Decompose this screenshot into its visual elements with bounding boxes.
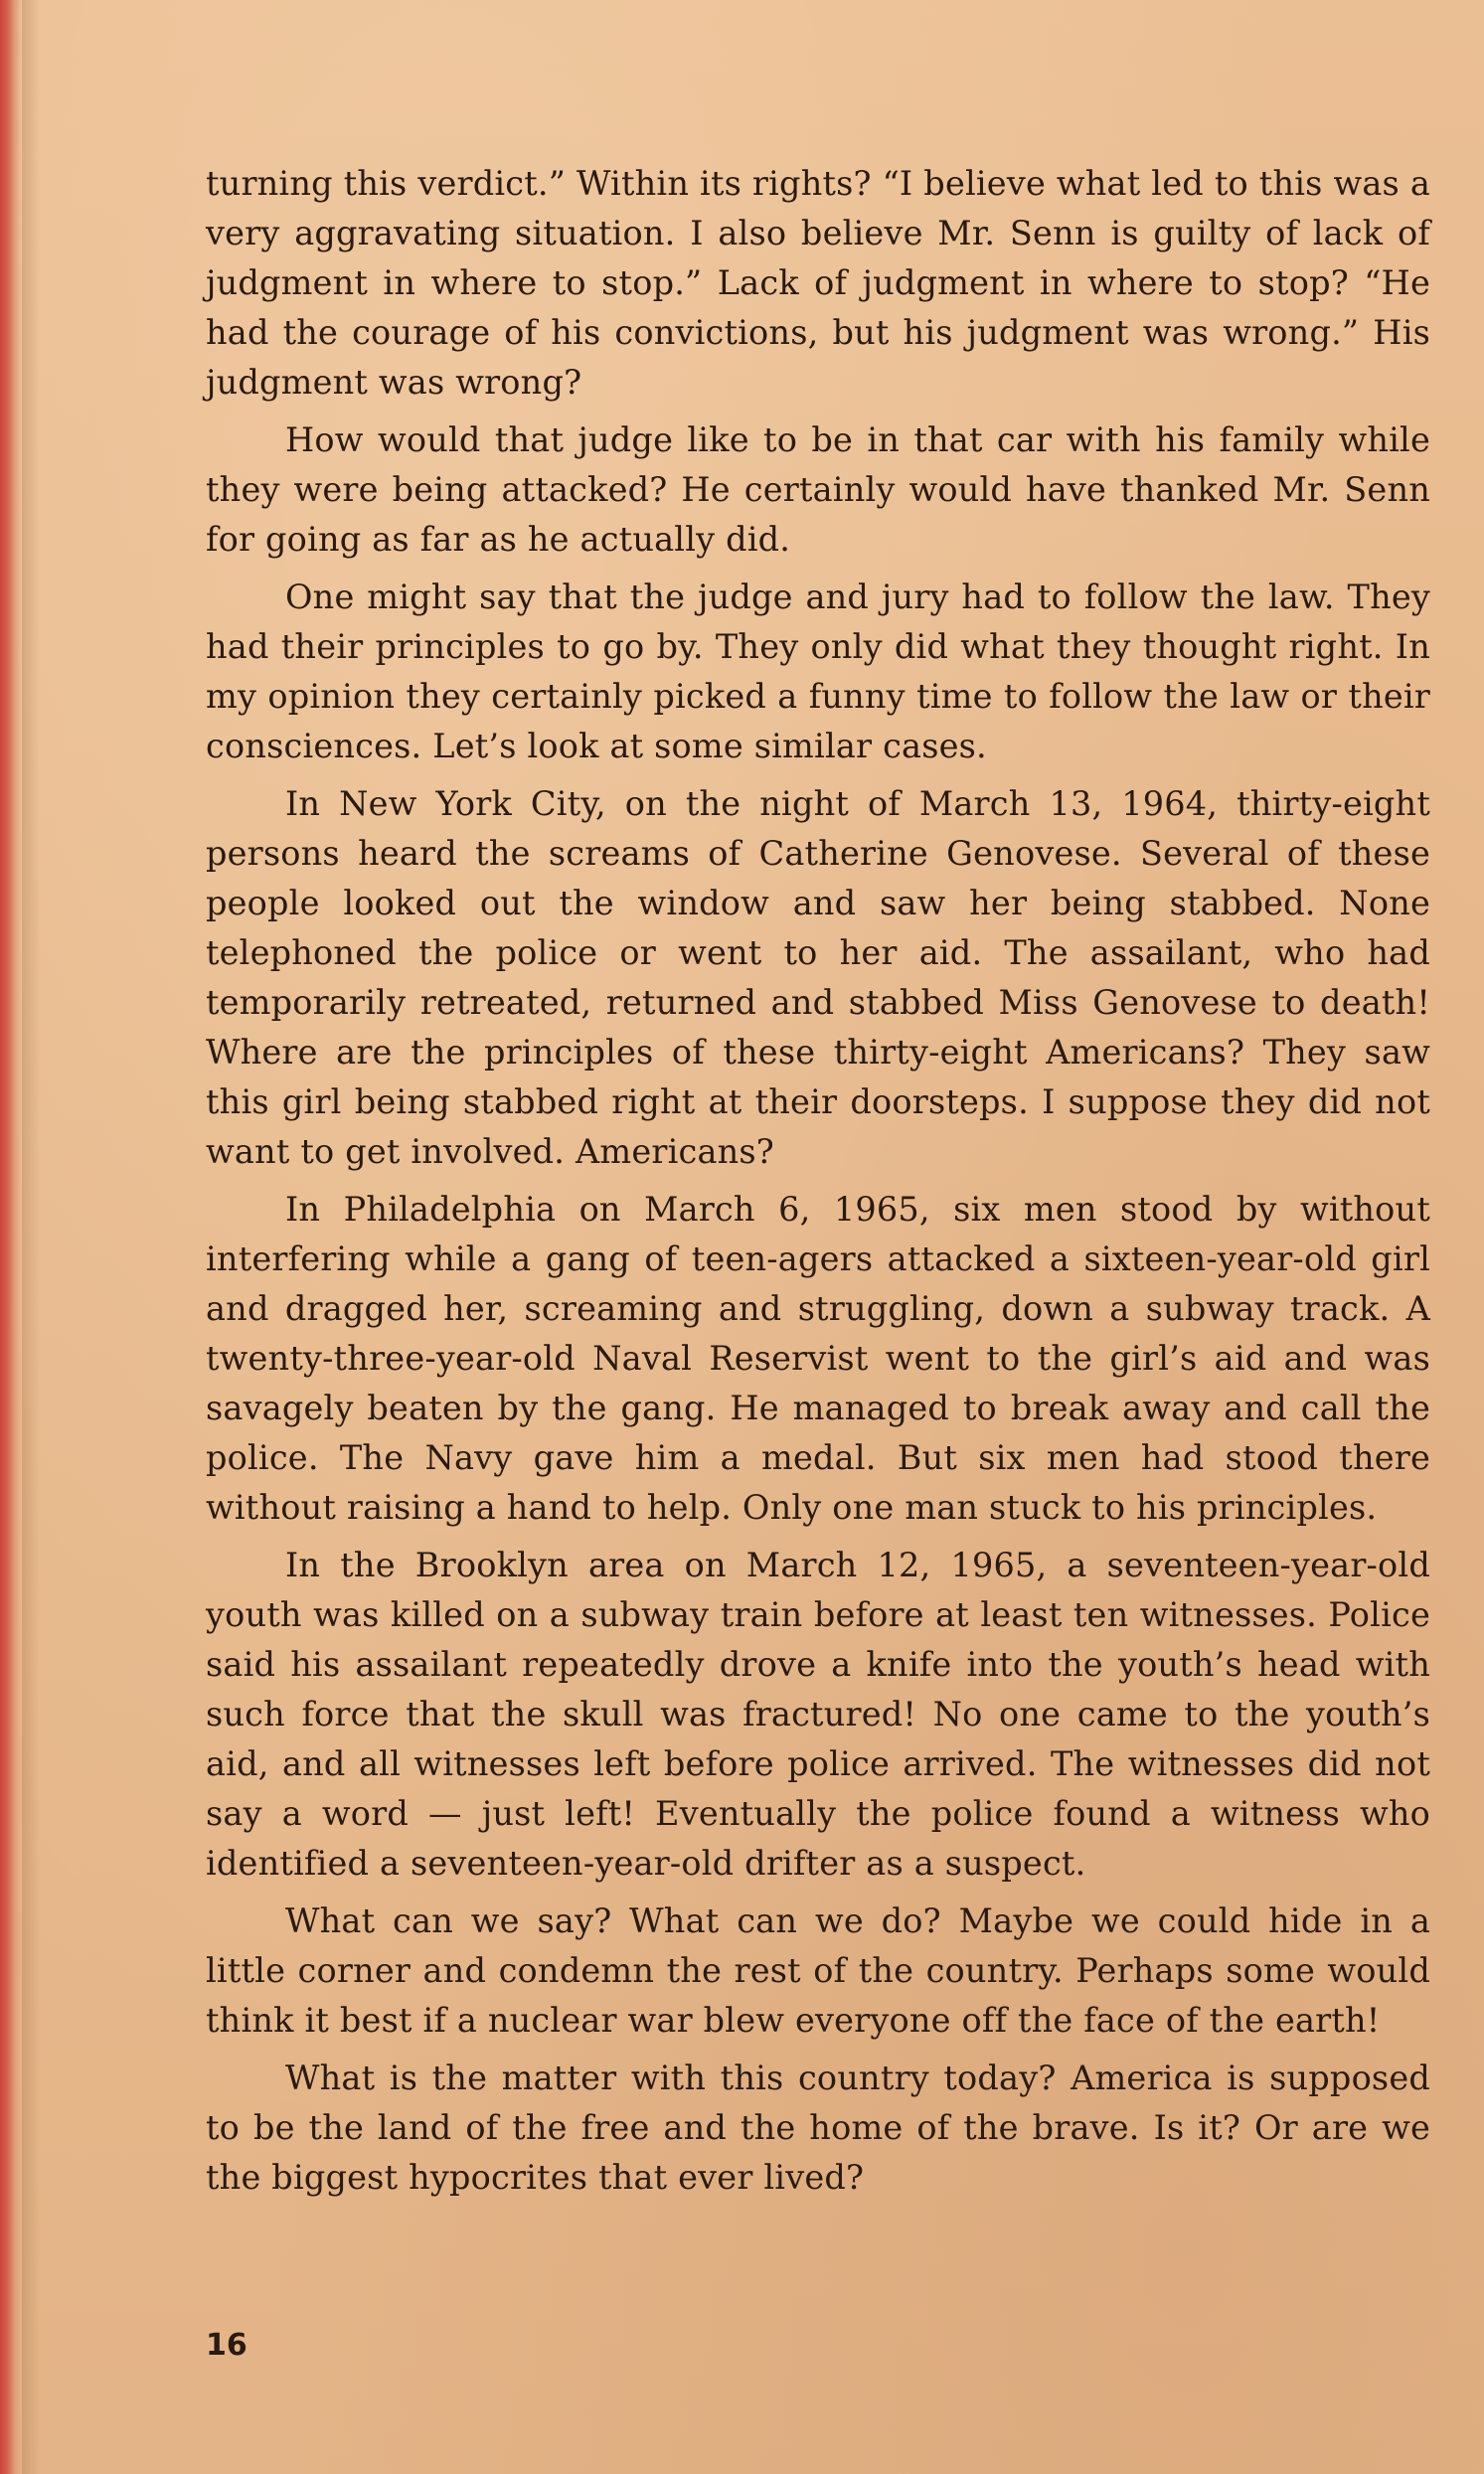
paragraph-2: How would that judge like to be in that car with his family while they were being attacked? He certainly would have thanked Mr. Senn for going as far as he actually did. bbox=[206, 420, 1430, 559]
paragraph-1: turning this verdict.” Within its rights? “I believe what led to this was a very aggravating situation. I also believe Mr. Senn is guilty of lack of judgment in where to stop.” Lack of judgment in where to stop? “He had the courage of his convictions, but his judgment was wrong.” His judgment was wrong? bbox=[206, 164, 1430, 402]
page-number: 16 bbox=[206, 2328, 247, 2363]
red-book-edge bbox=[0, 0, 22, 2474]
paragraph-7: What can we say? What can we do? Maybe we could hide in a little corner and condemn the rest of the country. Perhaps some would think it best if a nuclear war blew everyone off the face of the earth! bbox=[206, 1901, 1430, 2040]
page-edge-shadow bbox=[22, 0, 40, 2474]
body-text bbox=[206, 159, 1430, 2211]
paragraph-6: In the Brooklyn area on March 12, 1965, a seventeen-year-old youth was killed on a subway train before at least ten witnesses. Police said his assailant repeatedly drove a knife into the youth’s head with such force that the skull was fractured! No one came to the youth’s aid, and all witnesses left before police arrived. The witnesses did not say a word — just left! Eventually the police found a witness who identified a seventeen-year-old drifter as a suspect. bbox=[206, 1546, 1430, 1883]
paragraph-4: In New York City, on the night of March 13, 1964, thirty-eight persons heard the screams of Catherine Genovese. Several of these people looked out the window and saw her being stabbed. None telephoned the police or went to her aid. The assailant, who had temporarily retreated, returned and stabbed Miss Genovese to death! Where are the principles of these thirty-eight Americans? They saw this girl being stabbed right at their doorsteps. I suppose they did not want to get involved. Americans? bbox=[206, 784, 1430, 1171]
paragraph-8: What is the matter with this country today? America is supposed to be the land of the free and the home of the brave. Is it? Or are we the biggest hypocrites that ever lived? bbox=[206, 2059, 1430, 2197]
paragraph-3: One might say that the judge and jury had to follow the law. They had their principles to go by. They only did what they thought right. In my opinion they certainly picked a funny time to follow the law or their consciences. Let’s look at some similar cases. bbox=[206, 577, 1430, 765]
paragraph-5: In Philadelphia on March 6, 1965, six men stood by without interfering while a gang of teen-agers attacked a sixteen-year-old girl and dragged her, screaming and struggling, down a subway track. A twenty-three-year-old Naval Reservist went to the girl’s aid and was savagely beaten by the gang. He managed to break away and call the police. The Navy gave him a medal. But six men had stood there without raising a hand to help. Only one man stuck to his principles. bbox=[206, 1190, 1430, 1527]
